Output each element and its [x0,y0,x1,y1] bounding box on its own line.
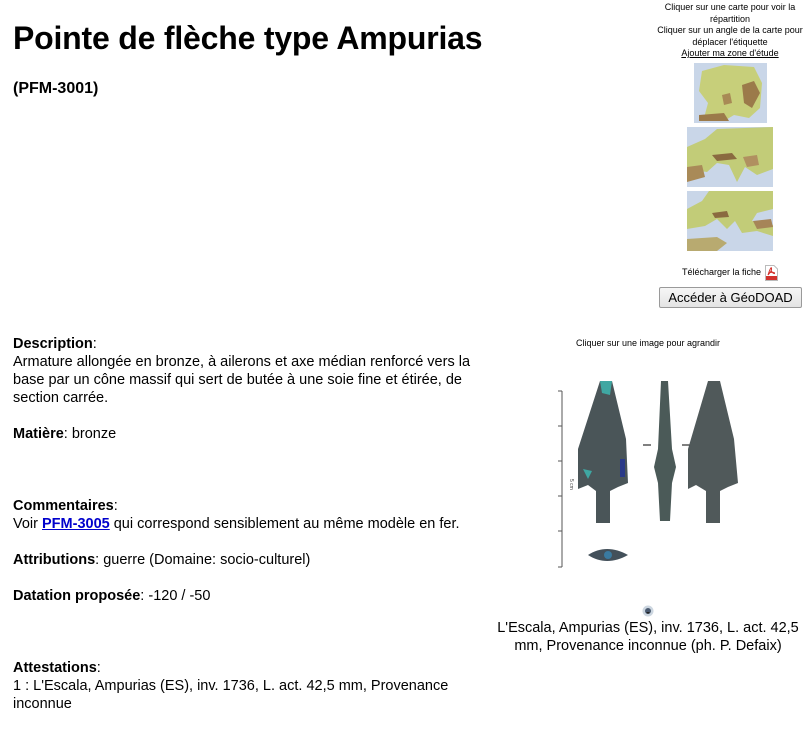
figure-hint: Cliquer sur une image pour agrandir [575,338,721,348]
pdf-icon[interactable] [765,265,778,281]
field-attestations: Attestations: 1 : L'Escala, Ampurias (ES), inv. 1736, L. act. 42,5 mm, Provenance inconnue [13,660,449,712]
map-europe-central[interactable] [687,127,773,187]
artifact-figure [490,338,806,655]
figure-caption: L'Escala, Ampurias (ES), inv. 1736, L. act. 42,5 mm, Provenance inconnue (ph. P. Defaix) [497,620,799,654]
page-title: Pointe de flèche type Ampurias [13,20,483,56]
datation-label: Datation proposée [13,588,141,604]
commentaires-label: Commentaires [13,498,114,514]
reference-code: (PFM-3001) [13,80,99,97]
map-france[interactable] [694,63,767,123]
artifact-photo[interactable] [548,379,748,579]
svg-text:5 cm: 5 cm [568,479,574,490]
download-sheet[interactable] [648,265,812,281]
attestations-label: Attestations [13,660,97,676]
geodoad-button[interactable]: Accéder à GéoDOAD [659,287,802,308]
datation-value: -120 / -50 [148,588,211,604]
field-attributions: Attributions: guerre (Domaine: socio-culturel) [13,552,311,568]
description-value: Armature allongée en bronze, à ailerons et axe médian renforcé vers la base par un cône massif qui sert de butée à une soie fine et étirée, de section carrée. [13,354,471,406]
map-hint-corner: Cliquer sur un angle de la carte pour déplacer l'étiquette [657,25,803,47]
download-label[interactable]: Télécharger la fiche [681,266,762,277]
field-datation: Datation proposée: -120 / -50 [13,588,211,604]
attestation-item: 1 : L'Escala, Ampurias (ES), inv. 1736, L. act. 42,5 mm, Provenance inconnue [13,678,449,712]
pfm-3005-link[interactable]: PFM-3005 [42,516,110,532]
object-details [13,335,503,731]
matiere-label: Matière [13,426,64,442]
attributions-value: guerre (Domaine: socio-culturel) [103,552,311,568]
field-description: Description: Armature allongée en bronze, à ailerons et axe médian renforcé vers la base par un cône massif qui sert de butée à une soie fine et étirée, de section carrée. [13,336,471,406]
map-mediterranean[interactable] [687,191,773,251]
field-matiere: Matière: bronze [13,426,117,442]
field-commentaires: Commentaires: Voir PFM-3005 qui correspond sensiblement au même modèle en fer. [13,498,460,532]
attributions-label: Attributions [13,552,96,568]
description-label: Description [13,336,93,352]
magnifier-icon[interactable] [642,605,654,617]
maps-panel [648,2,812,281]
add-study-zone-link[interactable]: Ajouter ma zone d'étude [681,48,779,58]
matiere-value: bronze [71,426,117,442]
map-hint-click: Cliquer sur une carte pour voir la répartition [664,2,796,24]
